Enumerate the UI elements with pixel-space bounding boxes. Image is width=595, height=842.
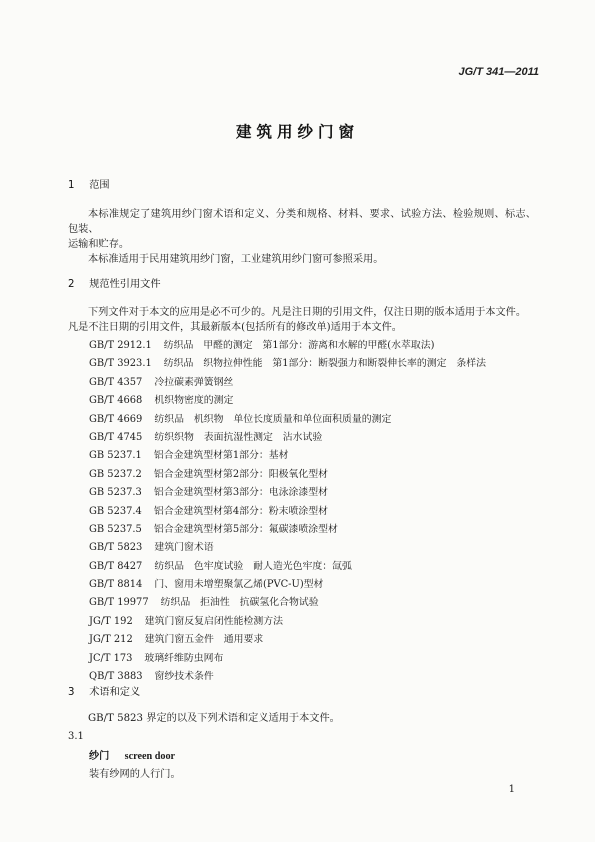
reference-title: 铝合金建筑型材第2部分：阳极氧化型材 xyxy=(153,468,329,480)
term-number: 3.1 xyxy=(68,731,84,742)
reference-item xyxy=(89,558,486,576)
scope-line-1: 本标准规定了建筑用纱门窗术语和定义、分类和规格、材料、要求、试验方法、检验规则、标志、包装、 xyxy=(68,209,536,235)
section-title: 术语和定义 xyxy=(89,687,141,698)
reference-title: 玻璃纤维防虫网布 xyxy=(144,652,224,664)
reference-title: 纺织品 色牢度试验 耐人造光色牢度：氙弧 xyxy=(154,560,352,572)
reference-item xyxy=(89,337,486,355)
term-entry xyxy=(89,747,175,762)
reference-title: 门、窗用未增塑聚氯乙烯(PVC-U)型材 xyxy=(154,579,324,591)
reference-title: 纺织品 拒油性 抗碳氢化合物试验 xyxy=(160,597,319,609)
reference-code: GB 5237.5 xyxy=(89,523,142,535)
reference-code: QB/T 3883 xyxy=(89,671,143,683)
reference-item xyxy=(89,650,486,668)
term-english: screen door xyxy=(124,751,176,762)
term-definition: 装有纱网的人行门。 xyxy=(89,769,181,780)
standard-code: JG/T 341—2011 xyxy=(458,66,539,78)
reference-item xyxy=(89,484,486,502)
reference-code: JG/T 212 xyxy=(89,634,133,646)
reference-code: GB/T 4745 xyxy=(89,431,143,443)
reference-code: JG/T 192 xyxy=(89,615,133,627)
reference-item xyxy=(89,503,486,521)
reference-title: 纺织织物 表面抗湿性测定 沾水试验 xyxy=(154,431,323,443)
reference-code: GB 5237.1 xyxy=(89,450,142,462)
reference-title: 建筑门窗术语 xyxy=(154,542,214,554)
reference-list xyxy=(89,337,486,686)
section-number: 2 xyxy=(68,279,75,290)
reference-item xyxy=(89,668,486,686)
reference-code: GB 5237.3 xyxy=(89,487,142,499)
reference-code: GB/T 5823 xyxy=(89,542,143,554)
reference-code: GB/T 4668 xyxy=(89,395,143,407)
reference-item xyxy=(89,447,486,465)
reference-title: 铝合金建筑型材第3部分：电泳涂漆型材 xyxy=(153,487,329,499)
reference-item xyxy=(89,466,486,484)
reference-item xyxy=(89,374,486,392)
reference-title: 纺织品 织物拉伸性能 第1部分：断裂强力和断裂伸长率的测定 条样法 xyxy=(163,358,487,370)
reference-code: GB 5237.2 xyxy=(89,468,142,480)
reference-item xyxy=(89,429,486,447)
reference-code: GB/T 8814 xyxy=(89,579,143,591)
reference-title: 铝合金建筑型材第1部分：基材 xyxy=(153,450,289,462)
section-heading-scope xyxy=(68,176,110,191)
reference-code: GB/T 4669 xyxy=(89,413,143,425)
reference-item xyxy=(89,631,486,649)
reference-code: GB/T 4357 xyxy=(89,376,143,388)
reference-item xyxy=(89,576,486,594)
reference-title: 冷拉碳素弹簧钢丝 xyxy=(154,376,234,388)
section-title: 规范性引用文件 xyxy=(89,279,161,290)
reference-item xyxy=(89,594,486,612)
scope-line-2: 运输和贮存。 xyxy=(68,239,130,250)
reference-code: JC/T 173 xyxy=(89,652,133,664)
reference-item xyxy=(89,521,486,539)
page-number: 1 xyxy=(508,784,515,795)
reference-item xyxy=(89,613,486,631)
references-intro-line-1: 下列文件对于本文的应用是必不可少的。凡是注日期的引用文件，仅注日期的版本适用于本文件。 xyxy=(88,307,527,318)
reference-title: 铝合金建筑型材第5部分：氟碳漆喷涂型材 xyxy=(153,523,338,535)
section-number: 3 xyxy=(68,687,75,698)
references-intro-line-2: 凡是不注日期的引用文件，其最新版本(包括所有的修改单)适用于本文件。 xyxy=(68,322,402,333)
section-number: 1 xyxy=(68,180,75,191)
reference-title: 窗纱技术条件 xyxy=(154,671,214,683)
reference-code: GB/T 2912.1 xyxy=(89,340,152,351)
section-title: 范围 xyxy=(89,180,110,191)
reference-code: GB 5237.4 xyxy=(89,505,142,517)
reference-title: 机织物密度的测定 xyxy=(154,395,234,407)
section-heading-references xyxy=(68,275,161,290)
scope-paragraph-2: 本标准适用于民用建筑用纱门窗，工业建筑用纱门窗可参照采用。 xyxy=(88,254,384,265)
reference-title: 纺织品 甲醛的测定 第1部分：游离和水解的甲醛(水萃取法) xyxy=(163,340,435,351)
terms-intro: GB/T 5823 界定的以及下列术语和定义适用于本文件。 xyxy=(88,713,340,724)
reference-title: 建筑门窗反复启闭性能检测方法 xyxy=(144,615,284,627)
scope-paragraph xyxy=(68,207,536,267)
references-intro xyxy=(68,305,536,335)
section-heading-terms xyxy=(68,683,140,698)
reference-code: GB/T 19977 xyxy=(89,597,149,609)
reference-code: GB/T 3923.1 xyxy=(89,358,152,370)
term-chinese: 纱门 xyxy=(89,751,110,762)
reference-title: 建筑门窗五金件 通用要求 xyxy=(144,634,264,646)
reference-item xyxy=(89,355,486,373)
reference-item xyxy=(89,411,486,429)
reference-title: 铝合金建筑型材第4部分：粉末喷涂型材 xyxy=(153,505,329,517)
reference-title: 纺织品 机织物 单位长度质量和单位面积质量的测定 xyxy=(154,413,392,425)
page-title: 建筑用纱门窗 xyxy=(235,123,359,141)
reference-code: GB/T 8427 xyxy=(89,560,143,572)
reference-item xyxy=(89,539,486,557)
reference-item xyxy=(89,392,486,410)
